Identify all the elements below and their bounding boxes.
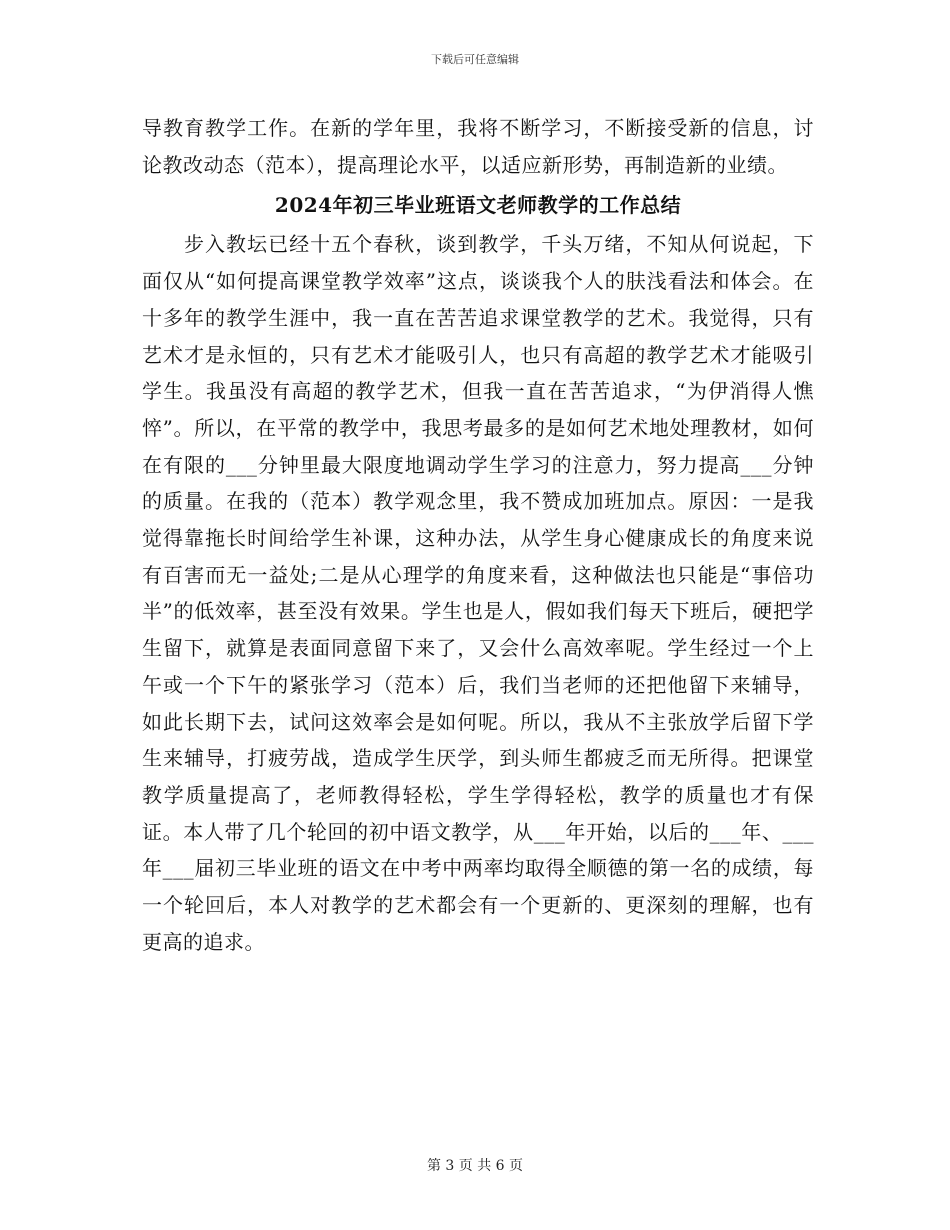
page-header-note: 下载后可任意编辑 (431, 53, 519, 66)
section-title: 2024年初三毕业班语文老师教学的工作总结 (274, 193, 682, 218)
document-body (142, 110, 814, 960)
page-number-footer: 第 3 页 共 6 页 (426, 1158, 524, 1174)
body-paragraph: 步入教坛已经十五个春秋，谈到教学，千头万绪，不知从何说起，下面仅从“如何提高课堂教学效率”这点，谈谈我个人的肤浅看法和体会。在十多年的教学生涯中，我一直在苦苦追求课堂教学的艺术。我觉得，只有艺术才是永恒的，只有艺术才能吸引人，也只有高超的教学艺术才能吸引学生。我虽没有高超的教学艺术，但我一直在苦苦追求，“为伊消得人憔悴”。所以，在平常的教学中，我思考最多的是如何艺术地处理教材，如何在有限的___分钟里最大限度地调动学生学习的注意力，努力提高___分钟的质量。在我的（范本）教学观念里，我不赞成加班加点。原因：一是我觉得靠拖长时间给学生补课，这种办法，从学生身心健康成长的角度来说有百害而无一益处;二是从心理学的角度来看，这种做法也只能是“事倍功半”的低效率，甚至没有效果。学生也是人，假如我们每天下班后，硬把学生留下，就算是表面同意留下来了，又会什么高效率呢。学生经过一个上午或一个下午的紧张学习（范本）后，我们当老师的还把他留下来辅导，如此长期下去，试问这效率会是如何呢。所以，我从不主张放学后留下学生来辅导，打疲劳战，造成学生厌学，到头师生都疲乏而无所得。把课堂教学质量提高了，老师教得轻松，学生学得轻松，教学的质量也才有保证。本人带了几个轮回的初中语文教学，从___年开始，以后的___年、___年___届初三毕业班的语文在中考中两率均取得全顺德的第一名的成绩，每一个轮回后，本人对教学的艺术都会有一个更新的、更深刻的理解，也有更高的追求。 (142, 232, 814, 954)
continued-paragraph: 导教育教学工作。在新的学年里，我将不断学习，不断接受新的信息，讨论教改动态（范本），提高理论水平，以适应新形势，再制造新的业绩。 (142, 116, 814, 177)
